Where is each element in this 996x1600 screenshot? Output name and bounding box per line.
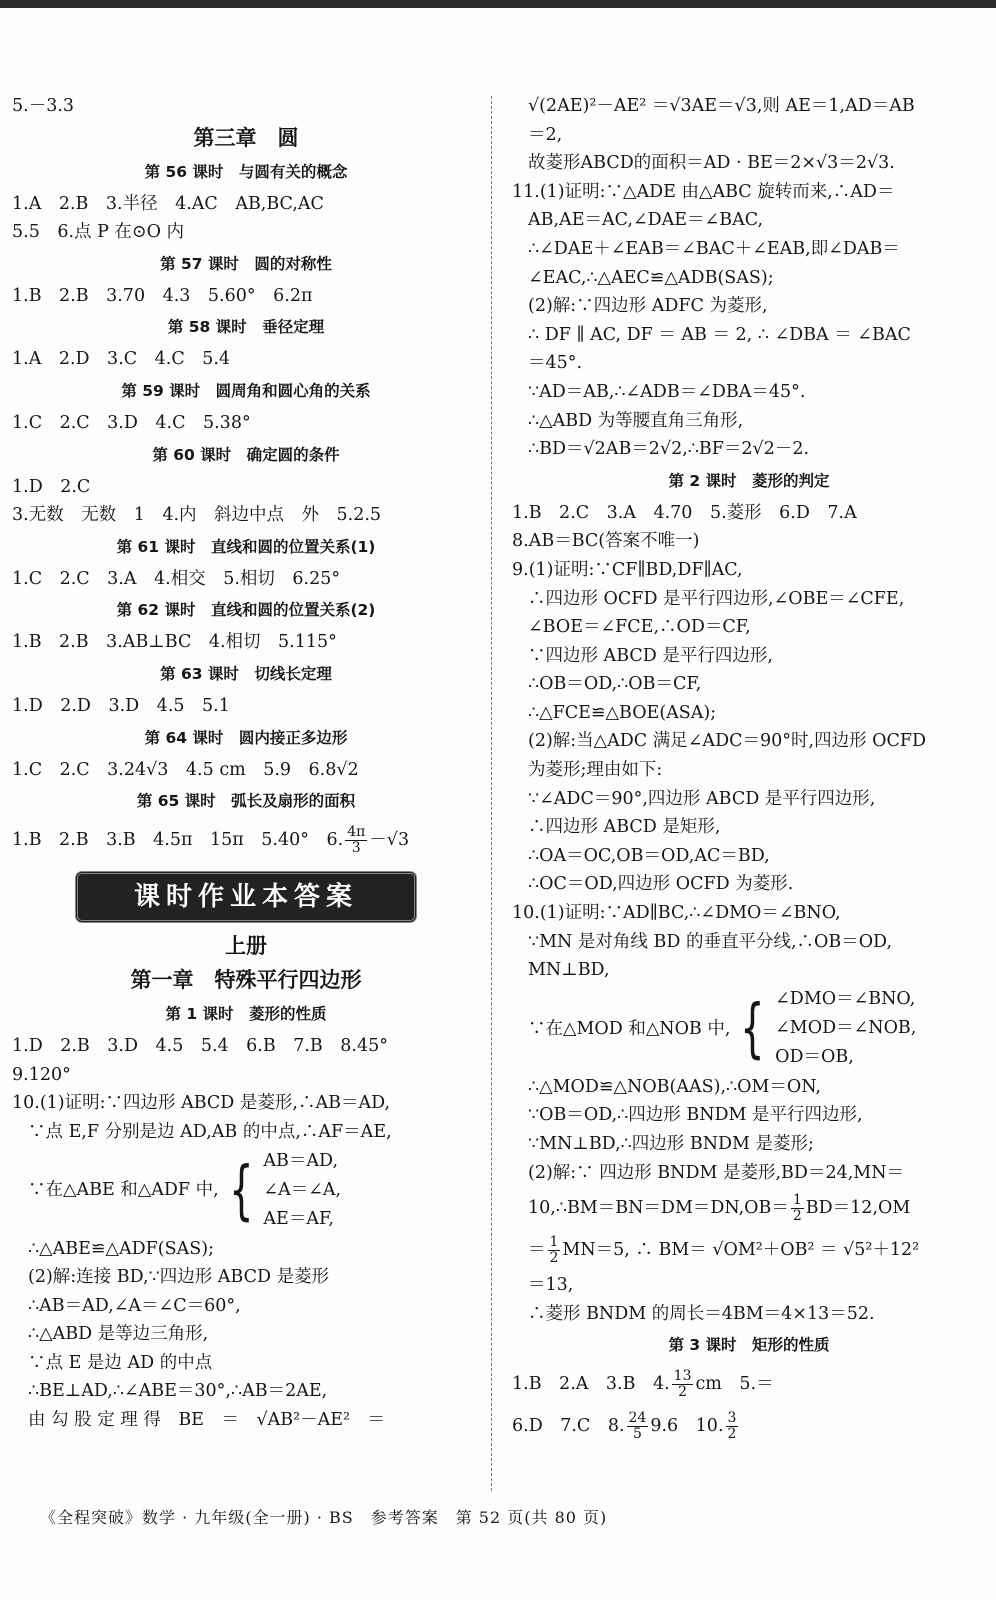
answer-line: 6.D 7.C 8. $\frac{24}{5}$ 9.6 10. $\frac{3}{2}$ <box>512 1410 737 1443</box>
answer-line: 1.D 2.C <box>12 476 91 497</box>
answer-line: 5.－3.3 <box>12 96 75 116</box>
fraction: $\frac{13}{2}$ <box>673 1368 692 1401</box>
lesson-title: 第 3 课时 矩形的性质 <box>668 1336 830 1355</box>
answer-line: 11.(1)证明:∵△ADE 由△ABC 旋转而来,∴AD＝ <box>512 181 895 202</box>
lesson-title: 第 61 课时 直线和圆的位置关系(1) <box>116 537 376 556</box>
chapter-title: 第一章 特殊平行四边形 <box>130 968 362 993</box>
answer-line: 8.AB＝BC(答案不唯一) <box>512 531 700 552</box>
answer-line: ∴△ABE≌△ADF(SAS); <box>28 1238 214 1259</box>
lesson-title: 第 64 课时 圆内接正多边形 <box>144 728 348 747</box>
page-footer: 《全程突破》数学 · 九年级(全一册) · BS 参考答案 第 52 页(共 80 页) <box>40 1508 608 1527</box>
answer-line: 5.5 6.点 P 在⊙O 内 <box>12 222 185 243</box>
fraction: $\frac{4\pi}{3}$ <box>347 824 366 857</box>
answer-line: ∵MN⊥BD,∴四边形 BNDM 是菱形; <box>528 1134 814 1154</box>
lesson-title: 第 2 课时 菱形的判定 <box>668 471 830 490</box>
answer-line: 10.(1)证明:∵AD∥BC,∴∠DMO＝∠BNO, <box>512 903 841 924</box>
answer-line: √(2AE)²－AE² ＝√3AE＝√3,则 AE＝1,AD＝AB <box>528 96 915 116</box>
fraction: $\frac{1}{2}$ <box>792 1192 802 1225</box>
brace-glyph: { <box>740 991 765 1066</box>
answer-line: 10.(1)证明:∵四边形 ABCD 是菱形,∴AB＝AD, <box>12 1093 391 1114</box>
answer-line: ∴四边形 OCFD 是平行四边形,∠OBE＝∠CFE, <box>528 588 905 609</box>
answer-line: ∴△MOD≌△NOB(AAS),∴OM＝ON, <box>528 1076 822 1097</box>
answer-line: 1.B 2.B 3.70 4.3 5.60° 6.2π <box>12 285 313 306</box>
answer-line: 1.C 2.C 3.24√3 4.5 cm 5.9 6.8√2 <box>12 759 359 780</box>
answer-line: ∴ DF ∥ AC, DF ＝ AB ＝ 2, ∴ ∠DBA ＝ ∠BAC <box>528 324 911 345</box>
fraction: $\frac{3}{2}$ <box>727 1410 737 1443</box>
answer-line: ∵∠ADC＝90°,四边形 ABCD 是平行四边形, <box>528 788 876 809</box>
answer-line: 1.C 2.C 3.D 4.C 5.38° <box>12 412 251 433</box>
chapter-title: 第三章 圆 <box>193 125 299 150</box>
answer-line: ∠EAC,∴△AEC≌△ADB(SAS); <box>528 267 774 288</box>
answer-line: (2)解:∵ 四边形 BNDM 是菱形,BD＝24,MN＝ <box>528 1162 905 1183</box>
answer-line: 1.B 2.B 3.B 4.5π 15π 5.40° 6. $\frac{4\pi}{3}$ －√3 <box>12 824 410 857</box>
fraction: $\frac{24}{5}$ <box>628 1410 647 1443</box>
answer-line: 为菱形;理由如下: <box>528 760 663 781</box>
answer-line: 9.(1)证明:∵CF∥BD,DF∥AC, <box>512 559 743 580</box>
answer-line: ＝13, <box>528 1275 574 1296</box>
answer-line: ∴BD＝√2AB＝2√2,∴BF＝2√2－2. <box>528 439 810 460</box>
lesson-title: 第 62 课时 直线和圆的位置关系(2) <box>116 601 376 620</box>
answer-line: ＝ $\frac{1}{2}$ MN＝5, ∴ BM＝ √OM²＋OB² ＝ √5²＋12² <box>528 1234 920 1267</box>
answer-line: 1.A 2.B 3.半径 4.AC AB,BC,AC <box>12 193 324 214</box>
answer-line: ∴菱形 BNDM 的周长＝4BM＝4×13＝52. <box>528 1303 875 1324</box>
answer-line: ∵点 E 是边 AD 的中点 <box>28 1352 213 1373</box>
lesson-title: 第 59 课时 圆周角和圆心角的关系 <box>121 381 371 400</box>
answer-line: 1.B 2.B 3.AB⊥BC 4.相切 5.115° <box>12 632 337 653</box>
answer-line: 1.A 2.D 3.C 4.C 5.4 <box>12 349 231 370</box>
answer-line: ∴∠DAE＋∠EAB＝∠BAC＋∠EAB,即∠DAB＝ <box>528 238 900 259</box>
answer-line: (2)解:∵四边形 ADFC 为菱形, <box>528 296 768 317</box>
answer-line: ∴△ABD 是等边三角形, <box>28 1324 209 1345</box>
fraction: $\frac{1}{2}$ <box>549 1234 559 1267</box>
answer-line: AB,AE＝AC,∠DAE＝∠BAC, <box>528 210 764 231</box>
answer-line: ∴AB＝AD,∠A＝∠C＝60°, <box>28 1295 241 1316</box>
answer-line: 1.B 2.A 3.B 4. $\frac{13}{2}$ cm 5.＝ <box>512 1368 774 1401</box>
answer-line: 10,∴BM＝BN＝DM＝DN,OB＝ $\frac{1}{2}$ BD＝12,OM <box>528 1192 911 1225</box>
top-edge-bar <box>0 0 996 8</box>
lesson-title: 第 58 课时 垂径定理 <box>167 318 325 337</box>
lesson-title: 第 57 课时 圆的对称性 <box>160 254 332 273</box>
lesson-title: 第 56 课时 与圆有关的概念 <box>144 162 348 181</box>
answer-line: ∴△FCE≌△BOE(ASA); <box>528 702 717 723</box>
answer-line: (2)解:当△ADC 满足∠ADC＝90°时,四边形 OCFD <box>528 731 927 752</box>
answer-line: 1.B 2.C 3.A 4.70 5.菱形 6.D 7.A <box>512 502 857 523</box>
lesson-title: 第 63 课时 切线长定理 <box>160 664 332 683</box>
answer-line: ∴四边形 ABCD 是矩形, <box>528 817 721 838</box>
lesson-title: 第 1 课时 菱形的性质 <box>165 1005 327 1024</box>
answer-line: ∠BOE＝∠FCE,∴OD＝CF, <box>528 617 751 638</box>
answer-line: ∴OA＝OC,OB＝OD,AC＝BD, <box>528 845 770 866</box>
answer-line: 1.D 2.B 3.D 4.5 5.4 6.B 7.B 8.45° <box>12 1036 389 1057</box>
answer-line: ∴△ABD 为等腰直角三角形, <box>528 410 744 431</box>
answer-line: 由 勾 股 定 理 得 BE ＝ √AB²－AE² ＝ <box>28 1410 386 1431</box>
answer-line: ∵OB＝OD,∴四边形 BNDM 是平行四边形, <box>528 1105 863 1126</box>
left-column <box>12 92 480 1435</box>
brace-glyph: { <box>228 1153 254 1228</box>
answer-line: ∵MN 是对角线 BD 的垂直平分线,∴OB＝OD, <box>528 931 893 952</box>
brace-system: ∵在△MOD 和△NOB 中, { ∠DMO＝∠BNO, ∠MOD＝∠NOB, OD＝OB, <box>528 989 917 1068</box>
answer-line: ∴OC＝OD,四边形 OCFD 为菱形. <box>528 874 794 895</box>
right-column <box>512 92 986 1447</box>
answer-line: 1.C 2.C 3.A 4.相交 5.相切 6.25° <box>12 568 341 589</box>
answer-line: 9.120° <box>12 1064 71 1085</box>
brace-system: ∵在△ABE 和△ADF 中, { AB＝AD, ∠A＝∠A, AE＝AF, <box>28 1151 342 1229</box>
column-divider <box>491 96 492 1491</box>
answer-line: ∵点 E,F 分别是边 AD,AB 的中点,∴AF＝AE, <box>28 1121 392 1142</box>
answer-line: 1.D 2.D 3.D 4.5 5.1 <box>12 695 230 716</box>
answer-line: (2)解:连接 BD,∵四边形 ABCD 是菱形 <box>28 1267 330 1288</box>
answer-line: 故菱形ABCD的面积＝AD · BE＝2×√3＝2√3. <box>528 153 895 174</box>
section-banner: 课时作业本答案 <box>75 871 417 923</box>
volume-title: 上册 <box>225 934 267 959</box>
answer-line: 3.无数 无数 1 4.内 斜边中点 外 5.2.5 <box>12 505 382 526</box>
answer-line: MN⊥BD, <box>528 960 610 981</box>
lesson-title: 第 65 课时 弧长及扇形的面积 <box>136 792 356 811</box>
answer-line: ＝2, <box>528 124 563 145</box>
answer-line: ∴BE⊥AD,∴∠ABE＝30°,∴AB＝2AE, <box>28 1381 328 1402</box>
answer-line: ＝45°. <box>528 353 583 374</box>
answer-line: ∵四边形 ABCD 是平行四边形, <box>528 645 773 666</box>
answer-line: ∴OB＝OD,∴OB＝CF, <box>528 674 702 695</box>
lesson-title: 第 60 课时 确定圆的条件 <box>152 445 340 464</box>
answer-line: ∵AD＝AB,∴∠ADB＝∠DBA＝45°. <box>528 381 806 402</box>
